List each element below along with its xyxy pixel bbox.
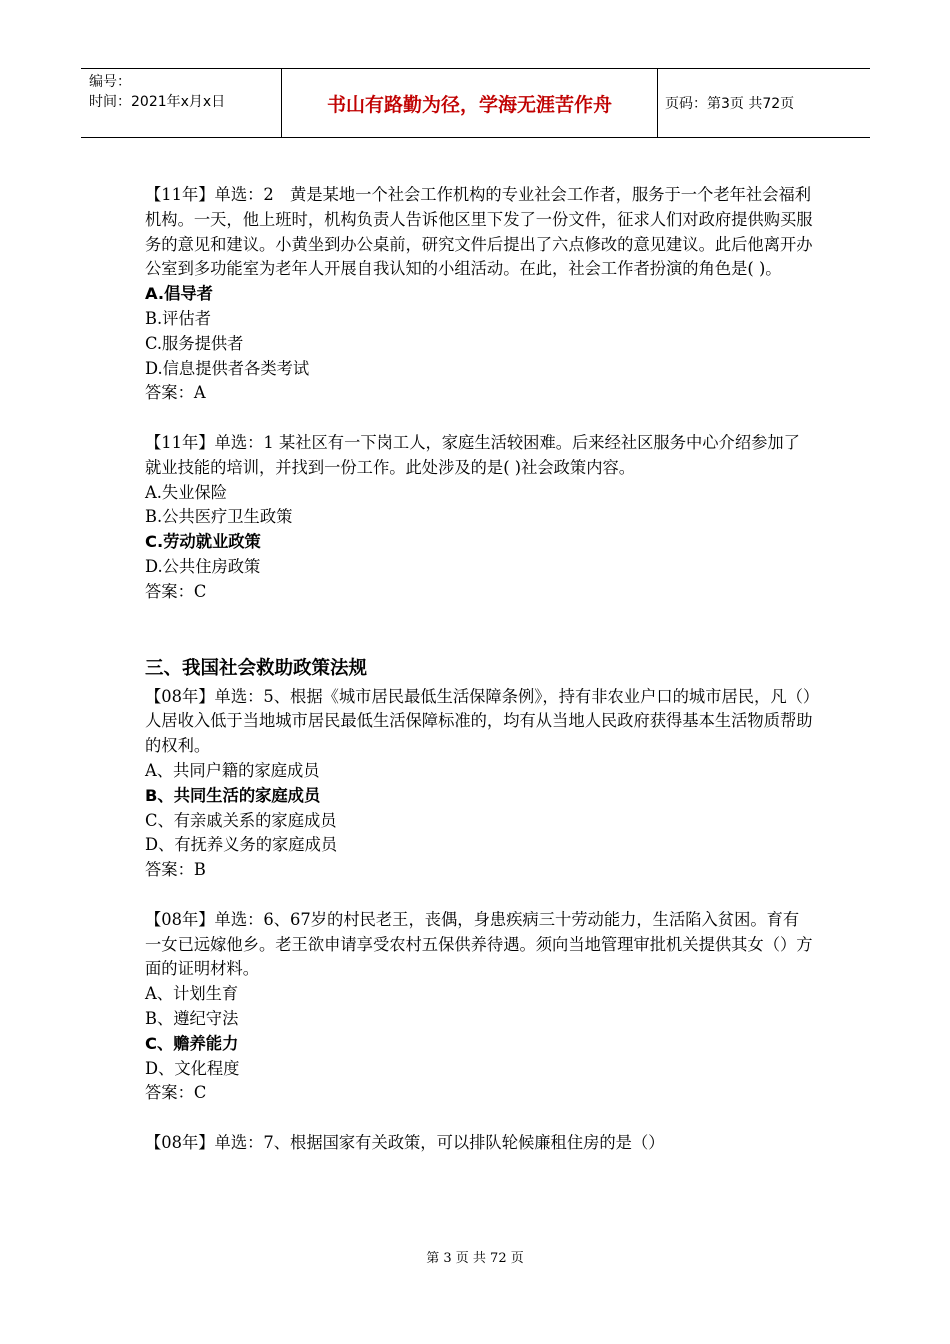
question-stem: 【08年】单选：6、67岁的村民老王，丧偶，身患疾病三十劳动能力，生活陷入贫困。育有一女已远嫁他乡。老王欲申请享受农村五保供养待遇。须向当地管理审批机关提供其女（）方面的证明材料。 <box>145 909 813 979</box>
option-a: A、共同户籍的家庭成员 <box>145 760 320 780</box>
question-block <box>145 685 815 883</box>
option-c: C、有亲戚关系的家庭成员 <box>145 810 337 830</box>
answer: 答案：C <box>145 1083 207 1103</box>
question-block <box>145 431 815 605</box>
question-block <box>145 908 815 1106</box>
question-block <box>145 1131 815 1156</box>
option-c: C.服务提供者 <box>145 333 244 353</box>
option-b: B、共同生活的家庭成员 <box>145 785 321 805</box>
question-stem: 【11年】单选：2 黄是某地一个社会工作机构的专业社会工作者，服务于一个老年社会福利机构。一天，他上班时，机构负责人告诉他区里下发了一份文件，征求人们对政府提供购买服务的意见和建议。小黄坐到办公桌前，研究文件后提出了六点修改的意见建议。此后他离开办公室到多功能室为老年人开展自我认知的小组活动。在此，社会工作者扮演的角色是( )。 <box>145 185 813 279</box>
option-a: A.倡导者 <box>145 284 213 304</box>
page-footer: 第 3 页 共 72 页 <box>426 1251 524 1266</box>
header-date: 时间：2021年x月x日 <box>89 94 226 110</box>
option-d: D、有抚养义务的家庭成员 <box>145 835 338 855</box>
option-c: C、赡养能力 <box>145 1033 239 1053</box>
header-page-info: 页码：第3页 共72页 <box>665 96 795 112</box>
header-motto: 书山有路勤为径，学海无涯苦作舟 <box>282 69 658 137</box>
answer: 答案：A <box>145 383 206 403</box>
page-header <box>81 68 870 138</box>
option-b: B、遵纪守法 <box>145 1008 239 1028</box>
question-stem: 【11年】单选：1 某社区有一下岗工人，家庭生活较困难。后来经社区服务中心介绍参加了就业技能的培训，并找到一份工作。此处涉及的是( )社会政策内容。 <box>145 432 800 477</box>
question-stem: 【08年】单选：5、根据《城市居民最低生活保障条例》，持有非农业户口的城市居民，凡（）人居收入低于当地城市居民最低生活保障标准的，均有从当地人民政府获得基本生活物质帮助的权利。 <box>145 686 813 756</box>
option-b: B.评估者 <box>145 308 211 328</box>
question-stem: 【08年】单选：7、根据国家有关政策，可以排队轮候廉租住房的是（） <box>145 1132 665 1152</box>
header-meta <box>81 69 282 137</box>
option-c: C.劳动就业政策 <box>145 532 261 552</box>
question-block <box>145 183 815 406</box>
option-a: A.失业保险 <box>145 482 228 502</box>
option-d: D.公共住房政策 <box>145 556 261 576</box>
answer: 答案：C <box>145 581 207 601</box>
option-d: D、文化程度 <box>145 1058 240 1078</box>
option-d: D.信息提供者各类考试 <box>145 358 310 378</box>
section-title: 三、我国社会救助政策法规 <box>145 657 368 679</box>
option-b: B.公共医疗卫生政策 <box>145 507 293 527</box>
answer: 答案：B <box>145 860 206 880</box>
option-a: A、计划生育 <box>145 984 239 1004</box>
document-body <box>145 183 815 1156</box>
header-number: 编号： <box>89 74 131 90</box>
